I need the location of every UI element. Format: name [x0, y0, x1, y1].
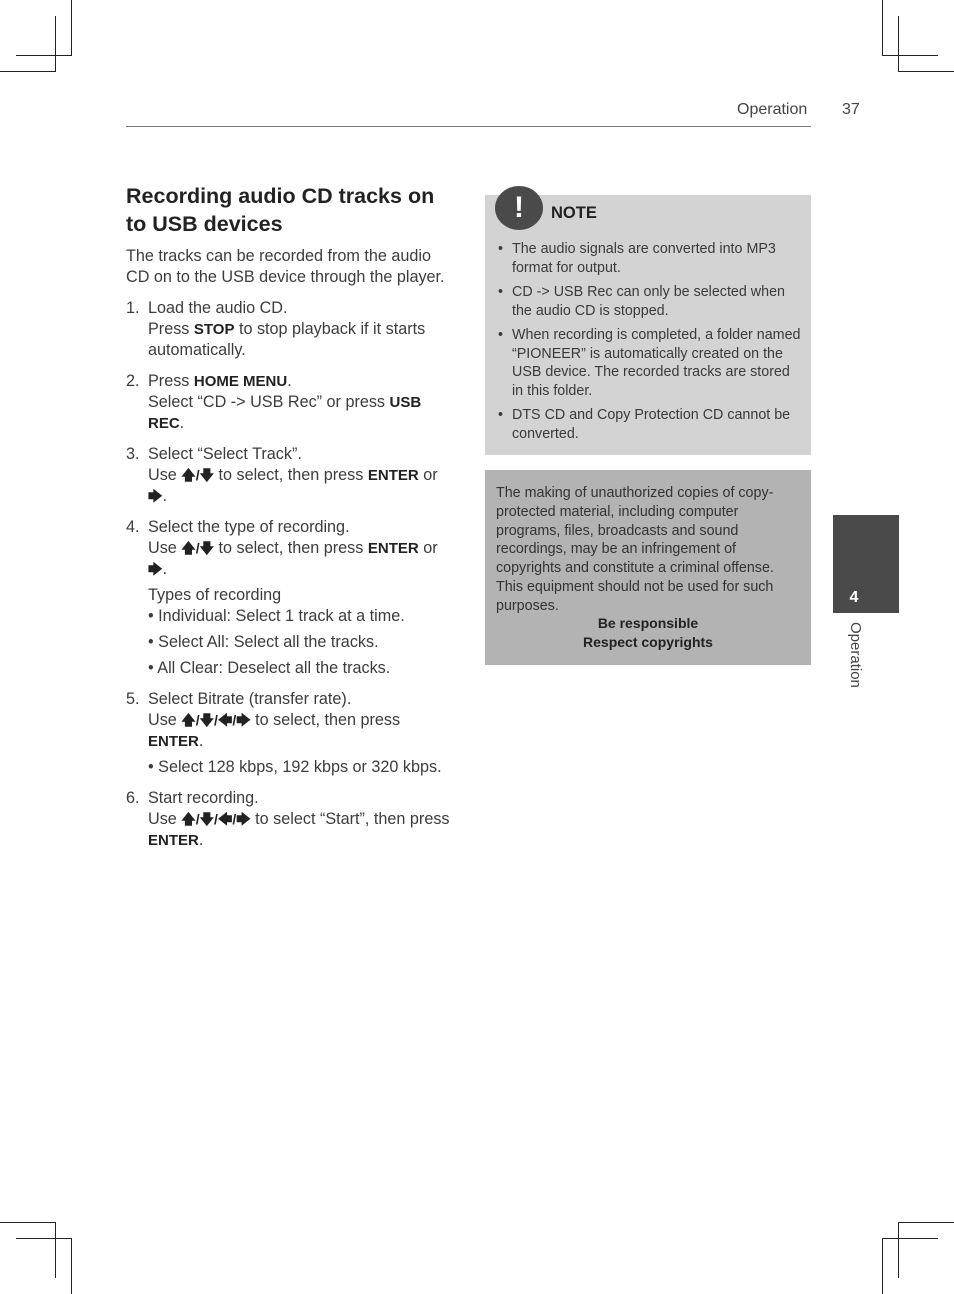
chapter-label-text: Operation — [847, 622, 864, 688]
copyright-text: The making of unauthorized copies of copy-protected material, including computer programs, files, broadcasts and sound recordings, may be an infringement of copyrights and constitute a criminal offense. This equipment should not be used for such purposes. — [496, 485, 774, 614]
step-number: 4. — [126, 518, 140, 536]
step-text: Use — [148, 711, 182, 729]
step-line — [148, 465, 456, 507]
crop-mark — [71, 1238, 72, 1294]
step-text: to select, then press — [250, 711, 401, 729]
crop-mark — [882, 55, 938, 56]
four-way-arrow-icon: 🡅/🡇/🡄/🡆 — [181, 712, 251, 728]
step-text: or — [418, 466, 438, 484]
step-line — [148, 538, 456, 580]
step-line: Load the audio CD. — [148, 299, 288, 317]
main-column — [126, 182, 456, 861]
step-line: Select the type of recording. — [148, 518, 350, 536]
step-text: . — [198, 732, 204, 750]
step-text: . — [198, 831, 204, 849]
key-label: USB REC — [148, 394, 422, 432]
crop-mark — [882, 1238, 938, 1239]
crop-mark — [898, 1222, 899, 1278]
step-text: or — [418, 539, 438, 557]
crop-mark — [0, 71, 56, 72]
step-line: Select Bitrate (transfer rate). — [148, 690, 352, 708]
note-item: • When recording is completed, a folder named “PIONEER” is automatically created on the USB device. The recorded tracks are stored in this folder. — [498, 326, 803, 401]
copyright-slogan-2: Respect copyrights — [583, 634, 713, 650]
step-text: . — [287, 372, 292, 390]
step-6 — [126, 788, 456, 851]
step-text: . — [179, 414, 185, 432]
key-label: ENTER — [367, 540, 419, 557]
step-1 — [126, 298, 456, 361]
right-arrow-icon: 🡆 — [148, 488, 163, 504]
bullet-item: • All Clear: Deselect all the tracks. — [148, 659, 391, 677]
copyright-slogan-1: Be responsible — [597, 615, 699, 631]
step-text: Press — [148, 320, 194, 338]
crop-mark — [55, 16, 56, 72]
chapter-tab — [833, 515, 899, 613]
key-label: STOP — [193, 321, 235, 338]
chapter-number: 4 — [849, 589, 859, 606]
step-line — [148, 319, 456, 361]
crop-mark — [882, 0, 883, 56]
note-title: NOTE — [551, 204, 597, 222]
step-2 — [126, 371, 456, 434]
header-section-name: Operation — [737, 101, 808, 118]
right-arrow-icon: 🡆 — [148, 561, 163, 577]
intro-paragraph: The tracks can be recorded from the audio CD on to the USB device through the player. — [126, 247, 445, 286]
step-text: . — [162, 560, 167, 578]
step-text: Use — [148, 539, 182, 557]
up-down-arrow-icon: 🡅/🡇 — [181, 467, 214, 483]
bullet-item: • Individual: Select 1 track at a time. — [148, 607, 405, 625]
step-line — [148, 371, 456, 392]
page-title — [126, 182, 456, 238]
page-number: 37 — [842, 101, 860, 118]
step-text: to stop playback if it starts automatically. — [148, 320, 426, 359]
crop-mark — [55, 1222, 56, 1278]
step-text: to select, then press — [213, 466, 368, 484]
step-number: 3. — [126, 445, 140, 463]
step-line: Start recording. — [148, 789, 259, 807]
chapter-tab-label — [842, 622, 862, 702]
step-text: to select, then press — [213, 539, 368, 557]
key-label: ENTER — [148, 733, 199, 750]
note-item: • DTS CD and Copy Protection CD cannot be converted. — [498, 406, 803, 443]
crop-mark — [898, 71, 954, 72]
crop-mark — [882, 1238, 883, 1294]
title-line-1: Recording audio CD tracks on — [126, 184, 435, 208]
note-item: • CD -> USB Rec can only be selected when the audio CD is stopped. — [498, 283, 803, 320]
step-line — [148, 710, 456, 752]
key-label: ENTER — [367, 467, 419, 484]
types-heading: Types of recording — [148, 586, 282, 604]
crop-mark — [71, 0, 72, 56]
bullet-item: • Select 128 kbps, 192 kbps or 320 kbps. — [148, 758, 442, 776]
crop-mark — [898, 1222, 954, 1223]
step-4 — [126, 517, 456, 679]
key-label: HOME MENU — [193, 373, 288, 390]
step-line — [148, 392, 456, 434]
step-line: Select “Select Track”. — [148, 445, 302, 463]
step-text: Select “CD -> USB Rec” or press — [148, 393, 390, 411]
key-label: ENTER — [148, 832, 199, 849]
step-text: Use — [148, 466, 182, 484]
note-item: • The audio signals are converted into MP3 format for output. — [498, 240, 803, 277]
step-text: . — [162, 487, 167, 505]
step-text: Use — [148, 810, 182, 828]
step-3 — [126, 444, 456, 507]
bullet-item: • Select All: Select all the tracks. — [148, 633, 379, 651]
step-number: 2. — [126, 372, 140, 390]
four-way-arrow-icon: 🡅/🡇/🡄/🡆 — [181, 811, 251, 827]
title-line-2: to USB devices — [126, 212, 283, 236]
note-list — [498, 240, 803, 449]
step-text: to select “Start”, then press — [250, 810, 450, 828]
step-line — [148, 809, 456, 851]
crop-mark — [16, 55, 72, 56]
step-number: 6. — [126, 789, 140, 807]
up-down-arrow-icon: 🡅/🡇 — [181, 540, 214, 556]
crop-mark — [16, 1238, 72, 1239]
crop-mark — [898, 16, 899, 72]
step-text: Press — [148, 372, 194, 390]
exclamation-icon: ! — [495, 186, 543, 230]
step-number: 5. — [126, 690, 140, 708]
crop-mark — [0, 1222, 56, 1223]
header-divider — [126, 126, 811, 127]
step-5 — [126, 689, 456, 778]
step-number: 1. — [126, 299, 140, 317]
